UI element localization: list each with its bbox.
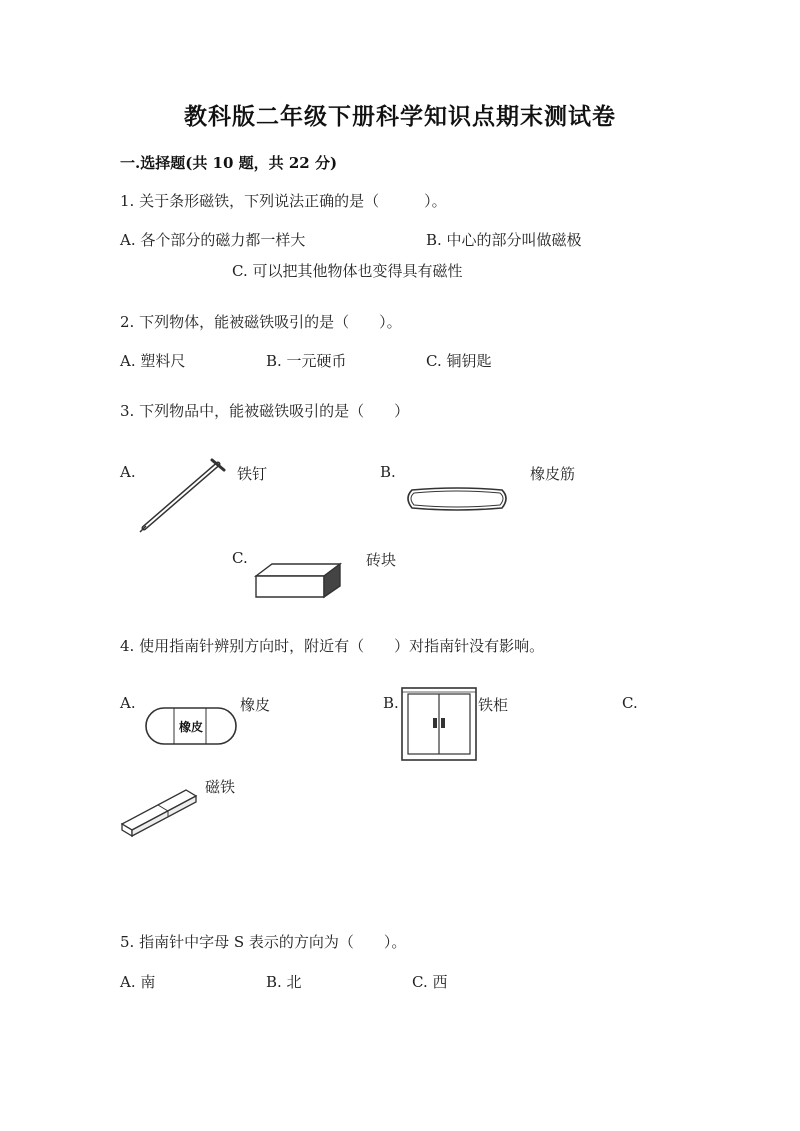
question-2-stem: 2. 下列物体，能被磁铁吸引的是（ ）。 [120,313,402,331]
question-2-option-b[interactable]: B. 一元硬币 [266,352,347,370]
question-4-option-b[interactable]: B. [383,694,399,712]
question-3-option-b[interactable]: B. [380,463,396,481]
question-4-stem: 4. 使用指南针辨别方向时，附近有（ ）对指南针没有影响。 [120,637,545,655]
question-3-option-b-label: 橡皮筋 [530,465,576,483]
question-4-option-c-label: 磁铁 [205,778,236,796]
question-4-option-a-label: 橡皮 [240,696,271,714]
iron-cabinet-image [400,686,478,762]
question-3-option-c-label: 砖块 [366,551,397,569]
question-1-option-c[interactable]: C. 可以把其他物体也变得具有磁性 [232,262,463,280]
question-1-option-a[interactable]: A. 各个部分的磁力都一样大 [120,231,306,249]
rubber-band-image [402,484,512,514]
question-2-option-a[interactable]: A. 塑料尺 [120,352,186,370]
question-1-stem: 1. 关于条形磁铁，下列说法正确的是（ ）。 [120,192,447,210]
question-3-option-c[interactable]: C. [232,549,248,567]
question-5-option-c[interactable]: C. 西 [412,973,448,991]
question-5-stem: 5. 指南针中字母 S 表示的方向为（ ）。 [120,933,407,951]
question-5-option-a[interactable]: A. 南 [120,973,156,991]
section-heading: 一.选择题(共 10 题，共 22 分) [120,154,338,172]
question-4-option-a[interactable]: A. [120,694,136,712]
magnet-image [118,780,200,838]
eraser-label-text: 橡皮 [178,720,204,734]
question-3-stem: 3. 下列物品中，能被磁铁吸引的是（ ） [120,402,410,420]
brick-image [252,562,344,600]
question-2-option-c[interactable]: C. 铜钥匙 [426,352,492,370]
question-3-option-a[interactable]: A. [120,463,136,481]
question-4-option-b-label: 铁柜 [478,696,509,714]
question-5-option-b[interactable]: B. 北 [266,973,302,991]
question-1-option-b[interactable]: B. 中心的部分叫做磁极 [426,231,582,249]
page-title: 教科版二年级下册科学知识点期末测试卷 [184,103,616,130]
question-3-option-a-label: 铁钉 [237,465,268,483]
iron-nail-image [138,458,228,533]
eraser-image [144,704,240,748]
question-4-option-c[interactable]: C. [622,694,638,712]
